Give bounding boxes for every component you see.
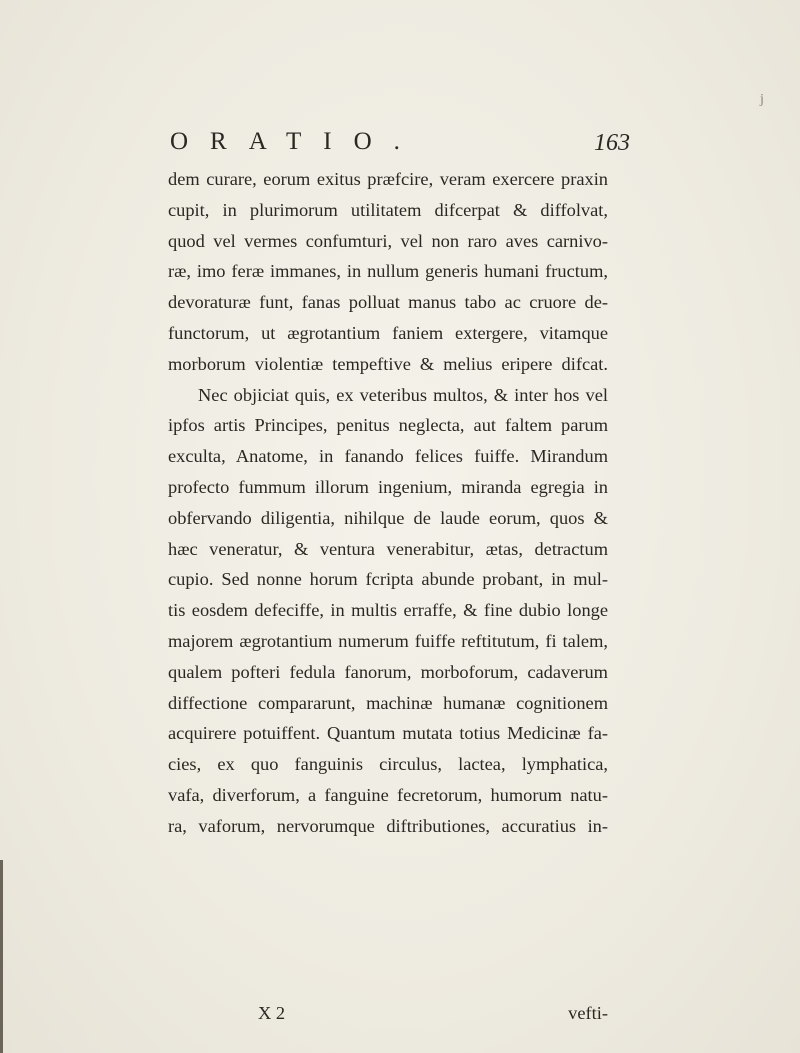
text-line: ra, vaforum, nervorumque diftributiones, accuratius in- xyxy=(168,815,608,836)
running-head xyxy=(170,128,630,158)
text-line: functorum, ut ægrotantium faniem extergere, vitamque xyxy=(168,322,608,343)
text-line: devoraturæ funt, fanas polluat manus tabo ac cruore de- xyxy=(168,292,608,313)
text-line: hæc veneratur, & ventura venerabitur, ætas, detractum xyxy=(168,538,608,559)
text-line: cupio. Sed nonne horum fcripta abunde probant, in mul- xyxy=(168,569,608,590)
text-line: exculta, Anatome, in fanando felices fuiffe. Mirandum xyxy=(168,446,608,467)
running-title: ORATIO. xyxy=(170,128,422,155)
text-line: cupit, in plurimorum utilitatem difcerpat & diffolvat, xyxy=(168,199,608,220)
text-line: tis eosdem defeciffe, in multis erraffe, & fine dubio longe xyxy=(168,600,608,621)
page-edge-shadow xyxy=(0,860,3,1053)
text-line: cies, ex quo fanguinis circulus, lactea, lymphatica, xyxy=(168,754,608,775)
signature-mark: X 2 xyxy=(258,1003,286,1023)
text-line: quod vel vermes confumturi, vel non raro aves carnivo- xyxy=(168,230,608,251)
page-footer xyxy=(168,1003,608,1033)
body-text xyxy=(168,164,608,842)
text-line: morborum violentiæ tempeftive & melius eripere difcat. xyxy=(168,353,608,374)
text-line: ræ, imo feræ immanes, in nullum generis humani fructum, xyxy=(168,261,608,282)
text-line: diffectione compararunt, machinæ humanæ cognitionem xyxy=(168,692,608,713)
margin-mark: j xyxy=(760,92,764,107)
page-number: 163 xyxy=(594,130,630,156)
text-line: qualem pofteri fedula fanorum, morboforum, cadaverum xyxy=(168,661,608,682)
catchword: vefti- xyxy=(568,1003,608,1023)
text-line: vafa, diverforum, a fanguine fecretorum, humorum natu- xyxy=(168,784,608,805)
text-line: acquirere potuiffent. Quantum mutata totius Medicinæ fa- xyxy=(168,723,608,744)
text-line: Nec objiciat quis, ex veteribus multos, & inter hos vel xyxy=(198,384,608,405)
text-line: obfervando diligentia, nihilque de laude eorum, quos & xyxy=(168,507,608,528)
text-line: dem curare, eorum exitus præfcire, veram exercere praxin xyxy=(168,169,608,189)
text-line: ipfos artis Principes, penitus neglecta, aut faltem parum xyxy=(168,415,608,436)
text-line: majorem ægrotantium numerum fuiffe reftitutum, fi talem, xyxy=(168,630,608,651)
text-line: profecto fummum illorum ingenium, miranda egregia in xyxy=(168,476,608,497)
